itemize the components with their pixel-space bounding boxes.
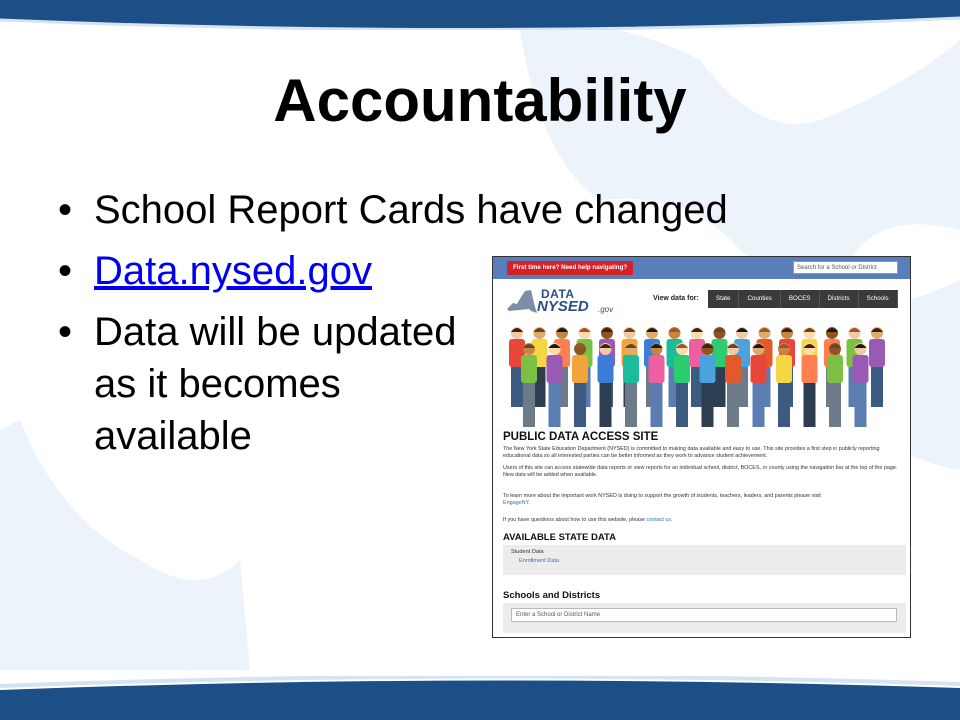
child-figure [802, 343, 818, 427]
ny-state-icon [503, 287, 539, 317]
bullet-marker: • [58, 249, 73, 293]
site-top-bar [493, 257, 910, 279]
logo-gov-text: .gov [598, 305, 614, 314]
data-nysed-logo[interactable] [503, 285, 633, 319]
nav-districts[interactable]: Districts [820, 290, 859, 308]
intro-paragraph: The New York State Education Department (NYSED) is committed to making data available and easy to use. This site provides a first step in publicly reporting educational data so all interested parties can be better informed as they work to advance student achievement. [503, 446, 880, 459]
public-data-heading: PUBLIC DATA ACCESS SITE [503, 431, 659, 443]
child-figure [598, 343, 614, 427]
child-figure [751, 343, 767, 427]
schools-search-panel [503, 603, 906, 633]
bullet-text-line: as it becomes [94, 362, 341, 406]
bullet-text: School Report Cards have changed [94, 188, 728, 232]
bullet-marker: • [58, 188, 73, 232]
child-figure [547, 343, 563, 427]
nav-boces[interactable]: BOCES [781, 290, 820, 308]
nav-schools[interactable]: Schools [859, 290, 898, 308]
site-nav-bar [708, 290, 898, 308]
bullet-text-line: available [94, 414, 252, 458]
bullet-item [56, 245, 496, 297]
help-navigating-button[interactable]: First time here? Need help navigating? [507, 261, 633, 275]
enrollment-data-link[interactable]: Enrollment Data [519, 558, 560, 564]
child-figure [674, 343, 690, 427]
nav-state[interactable]: State [708, 290, 739, 308]
child-figure [827, 343, 843, 427]
usage-paragraph: Users of this site can access statewide data reports or view reports for an individual school, district, BOCES, or county using the navigation bar at the top of the page. New data will be added when available. [503, 465, 898, 478]
contact-us-link[interactable]: contact us. [646, 517, 673, 523]
bullet-item [56, 184, 728, 236]
nav-counties[interactable]: Counties [739, 290, 780, 308]
child-figure [649, 343, 665, 427]
child-figure [623, 343, 639, 427]
bullet-item [56, 306, 496, 462]
bullet-marker: • [58, 310, 73, 354]
child-figure [521, 343, 537, 427]
top-decorative-bar [0, 0, 960, 30]
bottom-decorative-bar [0, 676, 960, 720]
view-data-label: View data for: [653, 295, 699, 302]
bullet-text-line: Data will be updated [94, 310, 457, 354]
available-state-data-heading: AVAILABLE STATE DATA [503, 532, 616, 543]
slide-title: Accountability [273, 67, 687, 134]
site-search-input[interactable]: Search for a School or District [793, 261, 898, 274]
learn-more-text: To learn more about the important work NYSED is doing to support the growth of students, teachers, leaders, and parents please visit [503, 493, 821, 499]
student-data-label: Student Data [511, 549, 544, 555]
students-hero-image [503, 317, 901, 429]
contact-text: If you have questions about how to use this website, please [503, 517, 646, 523]
logo-nysed-text: NYSED [537, 298, 589, 315]
child-figure [572, 343, 588, 427]
child-figure [853, 343, 869, 427]
school-district-search-input[interactable]: Enter a School or District Name [511, 608, 897, 622]
child-figure [725, 343, 741, 427]
child-figure [776, 343, 792, 427]
available-data-panel [503, 545, 906, 575]
engageny-link[interactable]: EngageNY. [503, 500, 530, 506]
child-figure [700, 343, 716, 427]
contact-paragraph [503, 517, 898, 524]
data-nysed-link[interactable]: Data.nysed.gov [94, 249, 372, 293]
website-screenshot [492, 256, 911, 638]
learn-more-paragraph [503, 493, 898, 507]
logo-data-text: DATA [541, 287, 575, 301]
schools-districts-heading: Schools and Districts [503, 590, 601, 601]
